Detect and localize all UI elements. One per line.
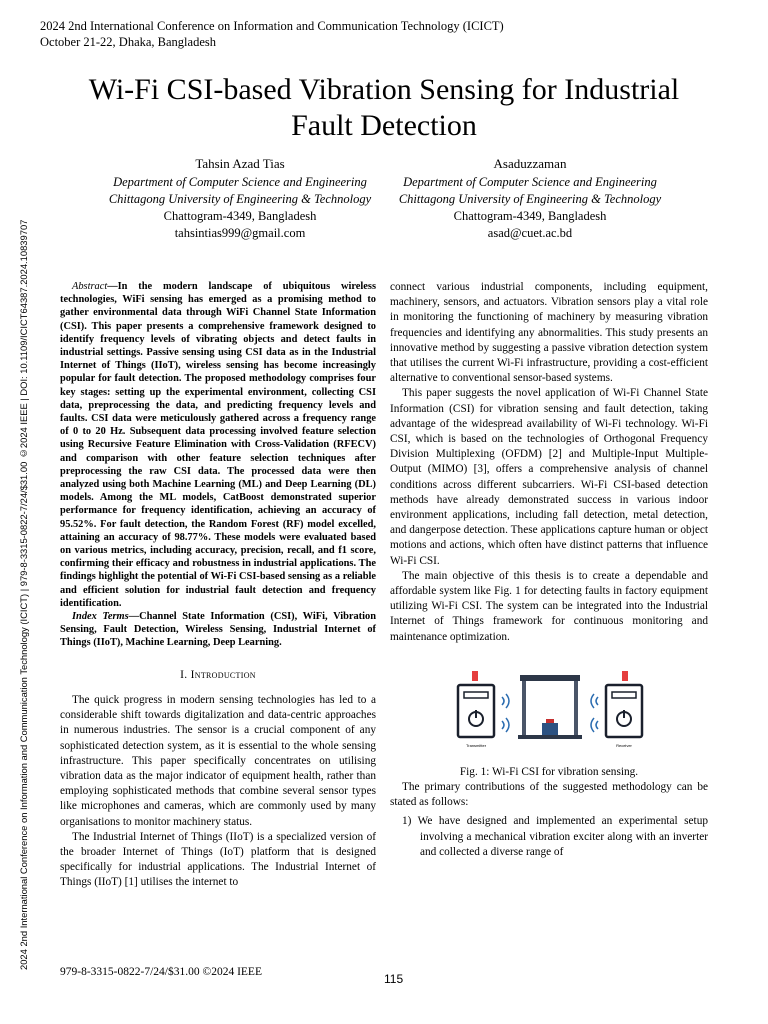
- author-location: Chattogram-4349, Bangladesh: [453, 209, 607, 223]
- page-number: 115: [384, 972, 404, 986]
- author-department: Department of Computer Science and Engineering: [113, 175, 367, 189]
- figure-illustration: [450, 661, 650, 757]
- right-column: [390, 280, 708, 860]
- author-block-1: [80, 155, 400, 242]
- index-terms-text: —Channel State Information (CSI), WiFi, Vibration Sensing, Fault Detection, Wireless Sensing, Industrial Internet of Things (IIoT), Machine Learning, Deep Learning.: [60, 611, 376, 649]
- conference-header: [40, 18, 504, 50]
- section-numeral: I.: [180, 668, 188, 681]
- paragraph: The Industrial Internet of Things (IIoT) is a specialized version of the broader Internet of Things (IoT) platform that is designed specifically for industrial applications. The Industrial Internet of Things (IIoT) [1] utilises the internet to: [60, 830, 376, 889]
- author-email: tahsintias999@gmail.com: [174, 226, 306, 240]
- section-title-text: Introduction: [190, 668, 256, 681]
- paper-title: [40, 72, 728, 144]
- abstract-label: Abstract: [72, 281, 108, 292]
- author-university: Chittagong University of Engineering & Technology: [398, 192, 662, 206]
- figure-1: [390, 661, 708, 757]
- author-name: Asaduzzaman: [493, 156, 567, 171]
- transmitter-label: Transmitter: [465, 742, 487, 748]
- footer-copyright: 979-8-3315-0822-7/24/$31.00 ©2024 IEEE: [60, 966, 262, 978]
- title-line-2: Fault Detection: [291, 109, 477, 142]
- author-name: Tahsin Azad Tias: [195, 156, 285, 171]
- paragraph: The primary contributions of the suggested methodology can be stated as follows:: [390, 781, 708, 809]
- abstract-text: —In the modern landscape of ubiquitous wireless technologies, WiFi sensing has emerged as a promising method to gather environmental data through WiFi Channel State Information (CSI). This paper presents a comprehensive framework designed to identify frequency levels of vibrating objects and detect faults in industrial settings. Passive sensing using CSI data as in the Industrial Internet of Things (IIoT), wireless sensing has become increasingly popular for fault detection. The proposed methodology comprises four key stages: setting up the experimental environment, collecting CSI data, preprocessing the data, and predicting frequency levels and faults. CSI data were meticulously gathered across a frequency range of 0 to 20 Hz. Subsequent data processing involved feature selection using Recursive Feature Elimination with Cross-Validation (RFECV) and comparison with other feature selection techniques after preprocessing the raw CSI data. The processed data were then analyzed using both Machine Learning (ML) and Deep Learning (DL) models. Among the ML models, CatBoost demonstrated superior performance for frequency identification, achieving an accuracy of 95.52%. For fault detection, the Random Forest (RF) model excelled, attaining an accuracy of 98.77%. These models were evaluated based on various metrics, including accuracy, precision, recall, and f1 score, confirming their efficacy and robustness in industrial applications. The findings highlight the potential of Wi-Fi CSI-based sensing as a reliable and efficient solution for industrial fault detection and frequency identification.: [60, 281, 376, 609]
- author-block-2: [370, 155, 690, 242]
- paragraph: connect various industrial components, including equipment, machinery, sensors, and actuators. Vibration sensors play a vital role in monitoring the functioning of machinery by measuring vibration frequencies and identifying any abnormalities. This study presents an innovative method by suggesting a passive vibration detection system that utilises the current Wi-Fi infrastructure, providing a cost-efficient alternative to conventional sensor-based systems.: [390, 281, 708, 385]
- index-terms: [60, 610, 376, 650]
- left-column: [60, 280, 376, 891]
- side-doi-text: 2024 2nd International Conference on Information and Communication Technology (ICICT) | 979-8-3315-0822-7/24/$31.00 ©2024 IEEE | DOI: 10.1109/ICICT64387.2024.10839707: [18, 219, 29, 970]
- receiver-router-icon: [606, 671, 642, 737]
- author-email: asad@cuet.ac.bd: [487, 226, 573, 240]
- conference-date: October 21-22, Dhaka, Bangladesh: [40, 35, 216, 49]
- author-location: Chattogram-4349, Bangladesh: [163, 209, 317, 223]
- index-terms-label: Index Terms: [72, 611, 129, 623]
- title-line-1: Wi-Fi CSI-based Vibration Sensing for Industrial: [88, 73, 680, 106]
- paragraph: The main objective of this thesis is to create a dependable and affordable system like Fig. 1 for detecting faults in factory equipment utilizing Wi-Fi CSI. The system can be integrated into the Industrial Internet of Things framework for continuous monitoring and maintenance optimization.: [390, 569, 708, 643]
- abstract: [60, 280, 376, 610]
- author-university: Chittagong University of Engineering & Technology: [108, 192, 372, 206]
- author-department: Department of Computer Science and Engineering: [403, 175, 657, 189]
- figure-caption: Fig. 1: Wi-Fi CSI for vibration sensing.: [459, 765, 639, 778]
- section-heading: [60, 668, 376, 683]
- receiver-label: Receiver: [616, 742, 632, 748]
- paragraph: This paper suggests the novel application of Wi-Fi Channel State Information (CSI) for vibration sensing and fault detection, taking advantage of the widespread availability of Wi-Fi technology. Wi-Fi CSI, which is based on the technologies of Orthogonal Frequency Division Multiplexing (OFDM) [2] and Multiple-Input Multiple-Output (MIMO) [3], offers a comprehensive analysis of channel conditions across different subcarriers. Wi-Fi CSI-based detection methods have already demonstrated success in various indoor environment applications, including fall detection, metal detection, and dangerpose detection. These applications capture human or object motions and actions, which often have distinct patterns that influence Wi-Fi CSI.: [390, 387, 708, 567]
- signal-wave-icon: [502, 694, 509, 732]
- transmitter-router-icon: [458, 671, 494, 737]
- signal-wave-icon: [591, 694, 598, 732]
- paragraph: The quick progress in modern sensing technologies has led to a considerable shift towards digitalization and data-centric approaches in numerous industries. The sensor is a crucial component of any sophisticated detection system, as it is essential to the whole sensing infrastructure. This paper specifically concentrates on utilising vibration data as the major indicator of equipment health, rather than employing sophisticated methods that combine several sensor types like microphones and cameras, which are commonly used by many organisations to monitor machinery status.: [60, 693, 376, 828]
- list-item: 1) We have designed and implemented an experimental setup involving a mechanical vibration exciter along with an inverter and collected a diverse range of: [402, 815, 708, 858]
- conference-name: 2024 2nd International Conference on Information and Communication Technology (ICICT): [40, 19, 504, 33]
- vibration-exciter-machine-icon: [518, 675, 582, 739]
